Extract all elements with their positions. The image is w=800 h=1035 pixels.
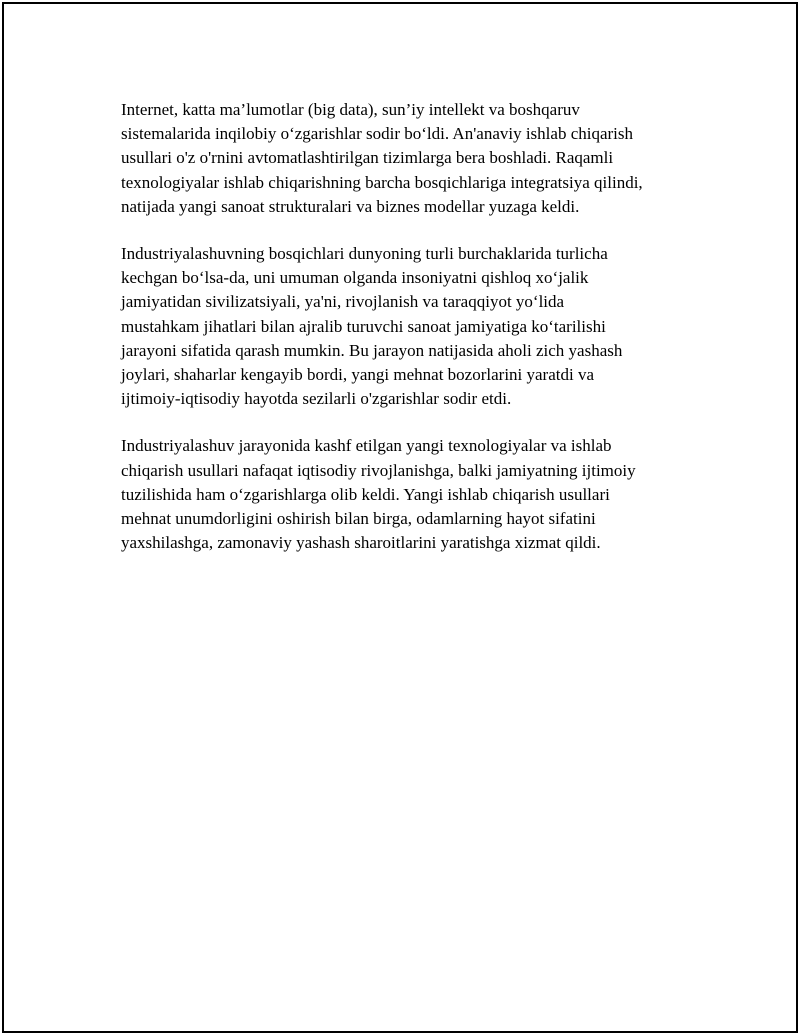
paragraph-1: Internet, katta ma’lumotlar (big data), sun’iy intellekt va boshqaruv sistemalarida inqilobiy o‘zgarishlar sodir bo‘ldi. An'anaviy ishlab chiqarish usullari o'z o'rnini avtomatlashtirilgan tizimlarga bera boshladi. Raqamli texnologiyalar ishlab chiqarishning barcha bosqichlariga integratsiya qilindi, natijada yangi sanoat strukturalari va biznes modellar yuzaga keldi. [121,100,643,216]
paragraph-3: Industriyalashuv jarayonida kashf etilgan yangi texnologiyalar va ishlab chiqarish usullari nafaqat iqtisodiy rivojlanishga, balki jamiyatning ijtimoiy tuzilishida ham o‘zgarishlarga olib keldi. Yangi ishlab chiqarish usullari mehnat unumdorligini oshirish bilan birga, odamlarning hayot sifatini yaxshilashga, zamonaviy yashash sharoitlarini yaratishga xizmat qildi. [121,436,636,553]
paragraph-2: Industriyalashuvning bosqichlari dunyoning turli burchaklarida turlicha kechgan bo‘lsa-da, uni umuman olganda insoniyatni qishloq xo‘jalik jamiyatidan sivilizatsiyali, ya'ni, rivojlanish va taraqqiyot yo‘lida mustahkam jihatlari bilan ajralib turuvchi sanoat jamiyatiga ko‘tarilishi jarayoni sifatida qarash mumkin. Bu jarayon natijasida aholi zich yashash joylari, shaharlar kengayib bordi, yangi mehnat bozorlarini yaratdi va ijtimoiy-iqtisodiy hayotda sezilarli o'zgarishlar sodir etdi. [121,244,623,409]
document-body [121,98,701,578]
document-page [2,2,798,1033]
